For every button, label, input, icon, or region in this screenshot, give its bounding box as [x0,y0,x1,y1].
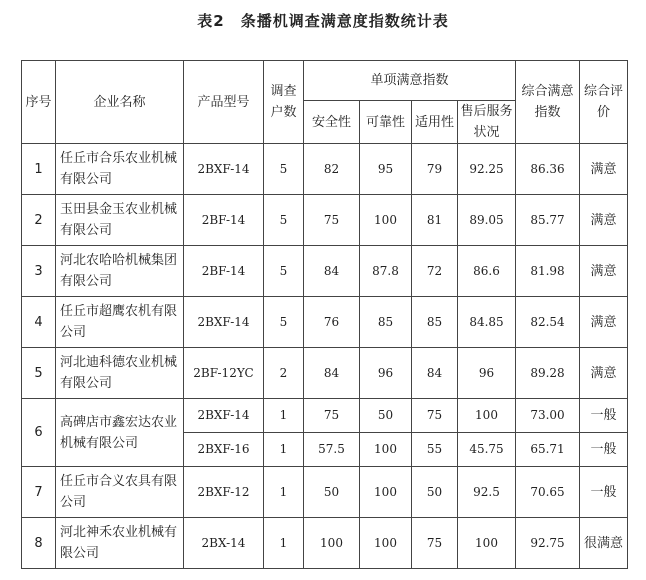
cell-model: 2BXF-12 [184,467,264,518]
cell-model: 2BF-14 [184,195,264,246]
cell-model: 2BX-14 [184,518,264,569]
cell-households: 1 [264,433,304,467]
table-row [22,399,628,433]
cell-applicability: 81 [412,195,458,246]
cell-company: 高碑店市鑫宏达农业机械有限公司 [56,399,184,467]
table-row [22,518,628,569]
cell-safety: 75 [304,399,360,433]
cell-no: 6 [22,399,56,467]
header-no: 序号 [22,61,56,144]
cell-evaluation: 满意 [580,195,628,246]
cell-safety: 100 [304,518,360,569]
cell-company: 任丘市超鹰农机有限公司 [56,297,184,348]
cell-applicability: 50 [412,467,458,518]
cell-model: 2BXF-14 [184,144,264,195]
cell-safety: 76 [304,297,360,348]
header-households: 调查户数 [264,61,304,144]
cell-evaluation: 满意 [580,348,628,399]
cell-no: 4 [22,297,56,348]
cell-composite: 65.71 [516,433,580,467]
cell-company: 任丘市合乐农业机械有限公司 [56,144,184,195]
table-row [22,246,628,297]
cell-reliability: 100 [360,433,412,467]
cell-model: 2BF-12YC [184,348,264,399]
cell-households: 1 [264,518,304,569]
cell-composite: 92.75 [516,518,580,569]
cell-composite: 86.36 [516,144,580,195]
cell-after-sales: 92.5 [458,467,516,518]
cell-company: 河北农哈哈机械集团有限公司 [56,246,184,297]
header-model: 产品型号 [184,61,264,144]
cell-households: 5 [264,297,304,348]
cell-applicability: 79 [412,144,458,195]
cell-no: 5 [22,348,56,399]
cell-evaluation: 一般 [580,467,628,518]
cell-after-sales: 100 [458,399,516,433]
cell-safety: 57.5 [304,433,360,467]
cell-after-sales: 92.25 [458,144,516,195]
cell-company: 玉田县金玉农业机械有限公司 [56,195,184,246]
cell-evaluation: 满意 [580,144,628,195]
cell-composite: 70.65 [516,467,580,518]
table-row [22,195,628,246]
header-evaluation: 综合评价 [580,61,628,144]
cell-after-sales: 84.85 [458,297,516,348]
header-reliability: 可靠性 [360,101,412,144]
table-row [22,144,628,195]
cell-composite: 82.54 [516,297,580,348]
cell-evaluation: 一般 [580,433,628,467]
cell-reliability: 100 [360,518,412,569]
cell-reliability: 50 [360,399,412,433]
cell-households: 1 [264,467,304,518]
cell-no: 3 [22,246,56,297]
cell-applicability: 72 [412,246,458,297]
cell-safety: 82 [304,144,360,195]
cell-after-sales: 45.75 [458,433,516,467]
cell-composite: 85.77 [516,195,580,246]
header-company: 企业名称 [56,61,184,144]
cell-households: 5 [264,246,304,297]
cell-applicability: 84 [412,348,458,399]
table-title: 表2 条播机调查满意度指数统计表 [197,12,449,30]
header-single-index: 单项满意指数 [304,61,516,101]
cell-after-sales: 86.6 [458,246,516,297]
cell-reliability: 85 [360,297,412,348]
cell-applicability: 55 [412,433,458,467]
header-composite: 综合满意指数 [516,61,580,144]
cell-reliability: 96 [360,348,412,399]
cell-model: 2BXF-14 [184,297,264,348]
cell-households: 1 [264,399,304,433]
cell-no: 8 [22,518,56,569]
cell-reliability: 100 [360,467,412,518]
cell-households: 5 [264,144,304,195]
table-row [22,348,628,399]
cell-evaluation: 一般 [580,399,628,433]
table-row [22,297,628,348]
cell-evaluation: 满意 [580,297,628,348]
cell-company: 河北迪科德农业机械有限公司 [56,348,184,399]
cell-composite: 81.98 [516,246,580,297]
cell-after-sales: 100 [458,518,516,569]
cell-households: 5 [264,195,304,246]
cell-model: 2BXF-16 [184,433,264,467]
header-safety: 安全性 [304,101,360,144]
cell-no: 7 [22,467,56,518]
cell-safety: 75 [304,195,360,246]
cell-model: 2BXF-14 [184,399,264,433]
cell-company: 河北神禾农业机械有限公司 [56,518,184,569]
satisfaction-table [21,60,628,569]
cell-applicability: 85 [412,297,458,348]
table-row [22,467,628,518]
cell-reliability: 87.8 [360,246,412,297]
cell-safety: 84 [304,348,360,399]
cell-composite: 89.28 [516,348,580,399]
cell-evaluation: 很满意 [580,518,628,569]
header-after-sales: 售后服务状况 [458,101,516,144]
cell-households: 2 [264,348,304,399]
cell-safety: 84 [304,246,360,297]
header-applicability: 适用性 [412,101,458,144]
cell-evaluation: 满意 [580,246,628,297]
cell-company: 任丘市合义农具有限公司 [56,467,184,518]
cell-reliability: 95 [360,144,412,195]
cell-composite: 73.00 [516,399,580,433]
cell-applicability: 75 [412,518,458,569]
cell-after-sales: 96 [458,348,516,399]
cell-applicability: 75 [412,399,458,433]
cell-after-sales: 89.05 [458,195,516,246]
cell-reliability: 100 [360,195,412,246]
cell-safety: 50 [304,467,360,518]
cell-model: 2BF-14 [184,246,264,297]
cell-no: 2 [22,195,56,246]
cell-no: 1 [22,144,56,195]
